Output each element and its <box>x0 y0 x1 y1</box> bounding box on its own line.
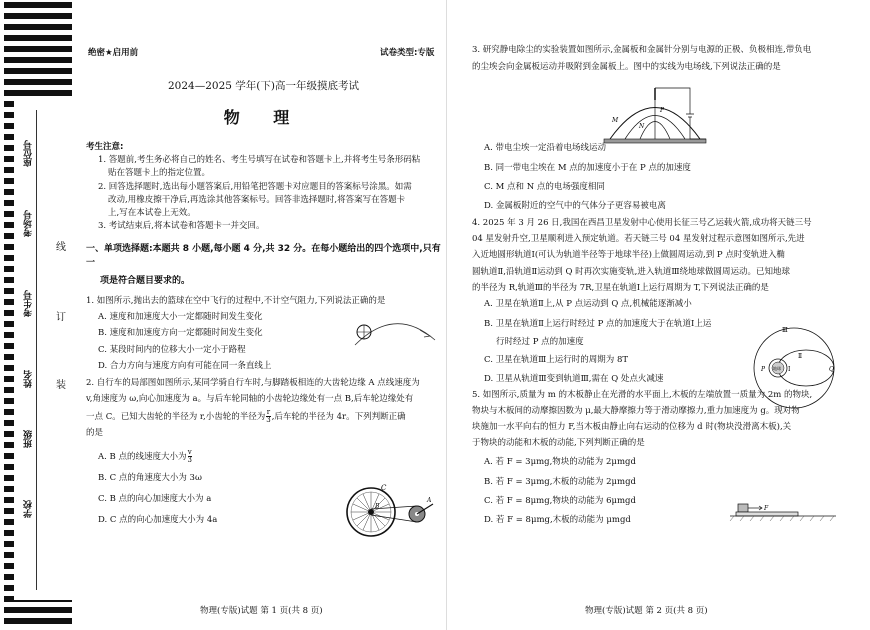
q4-option-a: A. 卫星在轨道Ⅱ上,从 P 点运动到 Q 点,机械能逐渐减小 <box>484 298 692 309</box>
q5-option-b: B. 若 F = 3μmg,木板的动能为 2μmgd <box>484 476 636 487</box>
label-m: M <box>612 117 619 124</box>
label-f: F <box>764 505 769 512</box>
q2-option-b: B. C 点的角速度大小为 3ω <box>98 472 202 483</box>
small-gear <box>368 509 374 515</box>
q4-option-c: C. 卫星在轨道Ⅲ上运行时的周期为 8T <box>484 355 629 366</box>
label-orbit-2: Ⅱ <box>798 353 803 360</box>
label-q: Q <box>829 366 834 373</box>
page-2-footer: 物理(专版)试题 第 2 页(共 8 页) <box>585 606 708 616</box>
class-label: 班级 <box>24 430 34 448</box>
q4-stem-2: 04 星发射升空,卫星顺利进入预定轨道。若天链三号 04 星发射过程示意图如图所示,先进 <box>472 234 805 245</box>
binding-char-line: 线 <box>56 242 66 253</box>
q2-option-a-fraction: $\frac{v}{3}$ <box>187 447 192 464</box>
q2-stem-1: 2. 自行车的局部图如图所示,某同学骑自行车时,与脚踏板相连的大齿轮边缘 A 点线速度为 <box>86 377 420 388</box>
label-orbit-1: Ⅰ <box>788 366 791 373</box>
exam-title: 2024—2025 学年(下)高一年级摸底考试 <box>168 80 359 92</box>
q5-stem-4: 于物块的动能和木板的动能,下列判断正确的是 <box>472 438 645 449</box>
q5-option-d: D. 若 F = 8μmg,木板的动能为 μmgd <box>484 514 631 525</box>
label-n: N <box>639 123 645 130</box>
q2-fraction: $\frac{r}{3}$ <box>266 408 271 425</box>
section-heading: 一、单项选择题:本题共 8 小题,每小题 4 分,共 32 分。在每小题给出的四个选项中,只有一 <box>86 244 441 269</box>
candidate-number-label: 考生号 <box>24 290 34 317</box>
precipitator-figure <box>600 84 710 150</box>
orbit-2 <box>778 350 834 386</box>
label-c: C <box>381 484 387 492</box>
q4-stem-3: 入近地圆形轨道Ⅰ(可认为轨道半径等于地球半径)上做圆周运动,到 P 点时变轨进入椭 <box>472 250 785 261</box>
label-p: P <box>761 366 766 373</box>
section-heading-cont: 项是符合题目要求的。 <box>100 276 191 287</box>
q3-option-c: C. M 点和 N 点的电场强度相同 <box>484 181 605 192</box>
q4-stem-1: 4. 2025 年 3 月 26 日,我国在西昌卫星发射中心使用长征三号乙运载火箭,成功将天链三号 <box>472 218 812 229</box>
q1-option-c: C. 某段时间内的位移大小一定小于路程 <box>98 344 246 355</box>
q1-option-d: D. 合力方向与速度方向有可能在同一条直线上 <box>98 360 272 371</box>
q3-option-d: D. 金属板附近的空气中的气体分子更容易被电离 <box>484 200 666 211</box>
q5-stem-3: 块施加一水平向右的恒力 F,当木板由静止向右运动的位移为 d 时(物块没滑离木板),关 <box>472 422 792 433</box>
metal-plate <box>604 139 706 143</box>
note-1a: 1. 答题前,考生务必将自己的姓名、考生号填写在试卷和答题卡上,并将考生号条形码粘 <box>98 155 421 166</box>
note-2a: 2. 回答选择题时,选出每小题答案后,用铅笔把答题卡对应题目的答案标号涂黑。如需 <box>98 181 412 192</box>
note-2c: 上,写在本试卷上无效。 <box>108 207 196 218</box>
notes-heading: 考生注意: <box>86 142 124 153</box>
note-2b: 改动,用橡皮擦干净后,再选涂其他答案标号。回答非选择题时,将答案写在答题卡 <box>108 194 406 205</box>
q3-stem-1: 3. 研究静电除尘的实验装置如图所示,金属板和金属针分别与电源的正极、负极相连,带负电 <box>472 45 812 55</box>
q4-stem-5: 的半径为 R,轨道Ⅲ的半径为 7R,卫星在轨道Ⅰ上运行周期为 T,下列说法正确的是 <box>472 282 769 293</box>
page-1-footer: 物理(专版)试题 第 1 页(共 8 页) <box>200 606 323 616</box>
room-number-label: 考场号 <box>24 210 34 237</box>
q2-option-c: C. B 点的向心加速度大小为 a <box>98 493 212 504</box>
q2-stem-2: v,角速度为 ω,向心加速度为 a。与后车轮同轴的小齿轮边缘处有一点 B,后车轮边缘处有 <box>86 394 414 405</box>
trajectory-curve <box>355 324 435 345</box>
seat-number-label: 座位号 <box>24 140 34 167</box>
note-1b: 贴在答题卡上的指定位置。 <box>108 168 211 179</box>
label-p: P <box>660 107 665 114</box>
q1-option-b: B. 速度和加速度方向一定都随时间发生变化 <box>98 328 263 339</box>
binding-char-staple: 订 <box>56 312 66 323</box>
binding-sidebar <box>0 0 70 630</box>
bicycle-gear-figure <box>345 482 445 542</box>
label-b: B <box>375 503 380 510</box>
binding-char-bind: 装 <box>56 380 66 391</box>
q4-option-b-cont: 行时经过 P 点的加速度 <box>496 337 584 348</box>
label-a: A <box>427 497 432 504</box>
secret-mark: 绝密★启用前 <box>88 48 139 58</box>
q2-stem-3: 一点 C。已知大齿轮的半径为 r,小齿轮的半径为 $\frac{r}{3}$ ,后车轮的半径为 4r。下列判断正确 <box>86 408 406 425</box>
q4-option-b: B. 卫星在轨道Ⅱ上运行时经过 P 点的加速度大于在轨道Ⅰ上运 <box>484 319 712 330</box>
q4-option-d: D. 卫星从轨道Ⅲ变到轨道Ⅲ,需在 Q 处点火减速 <box>484 373 664 384</box>
q4-stem-4: 圆轨道Ⅱ,沿轨道Ⅱ运动到 Q 时再次实施变轨,进入轨道Ⅲ绕地球做圆周运动。已知地球 <box>472 266 791 277</box>
q1-stem: 1. 如图所示,抛出去的篮球在空中飞行的过程中,不计空气阻力,下列说法正确的是 <box>86 296 386 307</box>
q2-option-a: A. B 点的线速度大小为 $\frac{v}{3}$ <box>98 447 192 464</box>
orbit-figure <box>748 322 838 414</box>
q2-option-d: D. C 点的向心加速度大小为 4a <box>98 515 218 526</box>
board <box>736 512 798 516</box>
ground-hatch <box>730 516 834 521</box>
name-label: 姓名 <box>24 370 34 388</box>
paper-type: 试卷类型:专版 <box>380 48 435 58</box>
block-board-figure <box>728 498 838 524</box>
basketball-trajectory-figure <box>350 310 440 355</box>
q5-stem-2: 物块与木板间的动摩擦因数为 μ,最大静摩擦力等于滑动摩擦力,重力加速度为 g。现对物 <box>472 405 800 416</box>
q5-option-a: A. 若 F = 3μmg,物块的动能为 2μmgd <box>484 457 636 468</box>
note-3: 3. 考试结束后,将本试卷和答题卡一并交回。 <box>98 221 265 232</box>
page-divider <box>446 0 447 630</box>
q3-stem-2: 的尘埃会向金属板运动并吸附到金属板上。图中的实线为电场线,下列说法正确的是 <box>472 62 781 73</box>
block <box>738 504 748 512</box>
label-orbit-3: Ⅲ <box>782 327 788 334</box>
q5-option-c: C. 若 F = 8μmg,物块的动能为 6μmgd <box>484 495 636 506</box>
label-earth: 地球 <box>773 366 781 371</box>
q1-option-a: A. 速度和加速度大小一定都随时间发生变化 <box>98 312 263 323</box>
q3-option-a: A. 带电尘埃一定沿着电场线运动 <box>484 143 607 154</box>
subject-title: 物 理 <box>223 108 304 128</box>
q3-option-b: B. 同一带电尘埃在 M 点的加速度小于在 P 点的加速度 <box>484 162 691 173</box>
q2-stem-4: 的是 <box>86 428 104 439</box>
q5-stem-1: 5. 如图所示,质量为 m 的木板静止在光滑的水平面上,木板的左端放置一质量为 2m 的物块, <box>472 389 813 400</box>
orbit-3 <box>754 328 834 408</box>
school-label: 学校 <box>24 500 34 518</box>
